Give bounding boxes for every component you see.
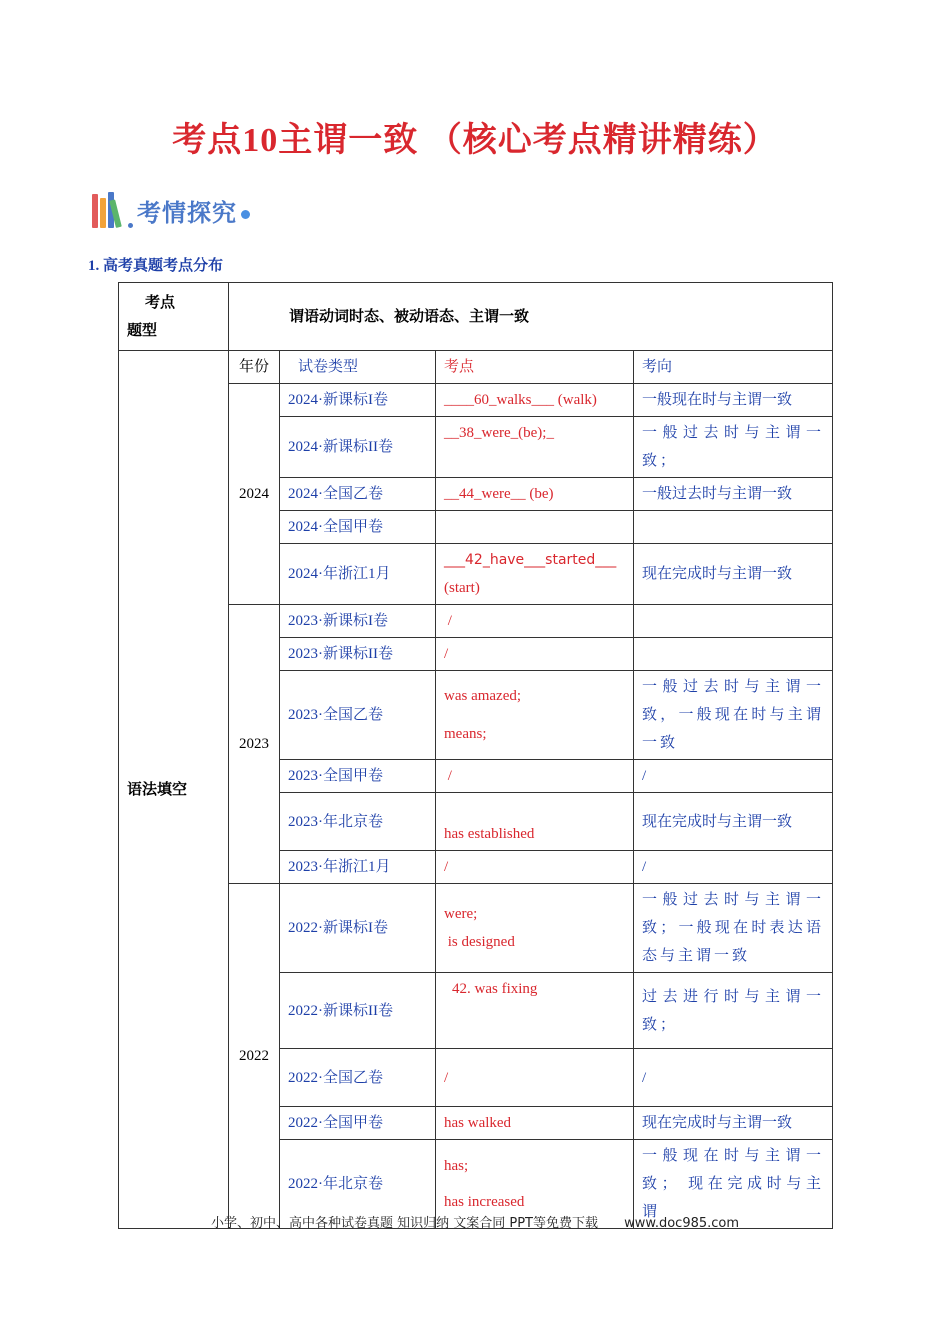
paper-cell: 2022·年北京卷 xyxy=(280,1140,436,1229)
paper-cell: 2022·新课标I卷 xyxy=(280,884,436,973)
col-paper-header: 试卷类型 xyxy=(280,351,436,384)
point-cell: / xyxy=(436,638,634,671)
point-line: means; xyxy=(444,726,487,742)
year-cell: 2022 xyxy=(229,884,280,1229)
paper-cell: 2024·新课标II卷 xyxy=(280,417,436,478)
direction-cell: 一般过去时与主谓一致；一般现在时表达语态与主谓一致 xyxy=(634,884,833,973)
direction-cell: 一般过去时与主谓一致； xyxy=(634,417,833,478)
dot-icon xyxy=(241,210,250,219)
books-icon xyxy=(92,192,135,228)
direction-cell: 一般过去时与主谓一致，一般现在时与主谓一致 xyxy=(634,671,833,760)
page-title: 考点10主谓一致 （核心考点精讲精练） xyxy=(172,122,778,159)
page-footer xyxy=(0,1212,950,1231)
paper-cell: 2023·年北京卷 xyxy=(280,793,436,851)
point-cell: ____60_walks___ (walk) xyxy=(436,384,634,417)
direction-cell: 现在完成时与主谓一致 xyxy=(634,544,833,605)
paper-cell: 2022·新课标II卷 xyxy=(280,973,436,1049)
header-corner-cell xyxy=(119,283,229,351)
point-line: were; xyxy=(444,906,478,922)
direction-cell: 过去进行时与主谓一致； xyxy=(634,973,833,1049)
paper-cell: 2024·全国乙卷 xyxy=(280,478,436,511)
year-cell: 2023 xyxy=(229,605,280,884)
point-cell: __44_were__ (be) xyxy=(436,478,634,511)
question-type-cell: 语法填空 xyxy=(119,351,229,1229)
banner-text: 考情探究 xyxy=(137,198,237,227)
direction-cell xyxy=(634,511,833,544)
point-cell: __38_were_(be);_ xyxy=(436,417,634,478)
point-cell: has established xyxy=(436,793,634,851)
paper-cell: 2023·年浙江1月 xyxy=(280,851,436,884)
direction-cell: 现在完成时与主谓一致 xyxy=(634,1107,833,1140)
point-cell xyxy=(436,884,634,973)
col-year-header: 年份 xyxy=(229,351,280,384)
point-cell: 42. was fixing xyxy=(436,973,634,1049)
header-kaodian: 考点 xyxy=(145,294,176,311)
direction-cell: / xyxy=(634,1049,833,1107)
paper-cell: 2024·全国甲卷 xyxy=(280,511,436,544)
year-cell: 2024 xyxy=(229,384,280,605)
table-row xyxy=(119,351,833,384)
col-direction-header: 考向 xyxy=(634,351,833,384)
paper-cell: 2023·全国乙卷 xyxy=(280,671,436,760)
table-header-row xyxy=(119,283,833,351)
direction-cell xyxy=(634,605,833,638)
header-tixing: 题型 xyxy=(127,322,158,339)
point-cell: has walked xyxy=(436,1107,634,1140)
point-line: ___42_have___started___ xyxy=(444,552,617,568)
point-cell: / xyxy=(436,1049,634,1107)
point-line: has; xyxy=(444,1158,469,1174)
point-cell xyxy=(436,544,634,605)
paper-cell: 2023·全国甲卷 xyxy=(280,760,436,793)
col-point-header: 考点 xyxy=(436,351,634,384)
direction-cell xyxy=(634,638,833,671)
section-banner xyxy=(92,190,250,230)
direction-cell: 一般过去时与主谓一致 xyxy=(634,478,833,511)
direction-cell: / xyxy=(634,760,833,793)
direction-cell: 一般现在时与主谓一致； 现在完成时与主谓 xyxy=(634,1140,833,1229)
point-cell: / xyxy=(436,605,634,638)
direction-cell: 现在完成时与主谓一致 xyxy=(634,793,833,851)
header-topic: 谓语动词时态、被动语态、主谓一致 xyxy=(229,283,833,351)
point-cell: / xyxy=(436,760,634,793)
footer-url[interactable]: www.doc985.com xyxy=(624,1216,740,1231)
paper-cell: 2022·全国甲卷 xyxy=(280,1107,436,1140)
paper-cell: 2023·新课标I卷 xyxy=(280,605,436,638)
point-line: is designed xyxy=(444,934,515,950)
paper-cell: 2022·全国乙卷 xyxy=(280,1049,436,1107)
point-cell xyxy=(436,511,634,544)
paper-cell: 2024·年浙江1月 xyxy=(280,544,436,605)
exam-distribution-table xyxy=(118,282,833,1229)
direction-cell: 一般现在时与主谓一致 xyxy=(634,384,833,417)
point-line: was amazed; xyxy=(444,688,522,704)
section-title: 1. 高考真题考点分布 xyxy=(88,258,224,274)
point-cell xyxy=(436,671,634,760)
point-line: has increased xyxy=(444,1194,525,1210)
footer-text: 小学、初中、高中各种试卷真题 知识归纳 文案合同 PPT等免费下载 xyxy=(210,1216,598,1231)
point-line: (start) xyxy=(444,580,480,596)
paper-cell: 2024·新课标I卷 xyxy=(280,384,436,417)
paper-cell: 2023·新课标II卷 xyxy=(280,638,436,671)
direction-cell: / xyxy=(634,851,833,884)
point-cell: / xyxy=(436,851,634,884)
